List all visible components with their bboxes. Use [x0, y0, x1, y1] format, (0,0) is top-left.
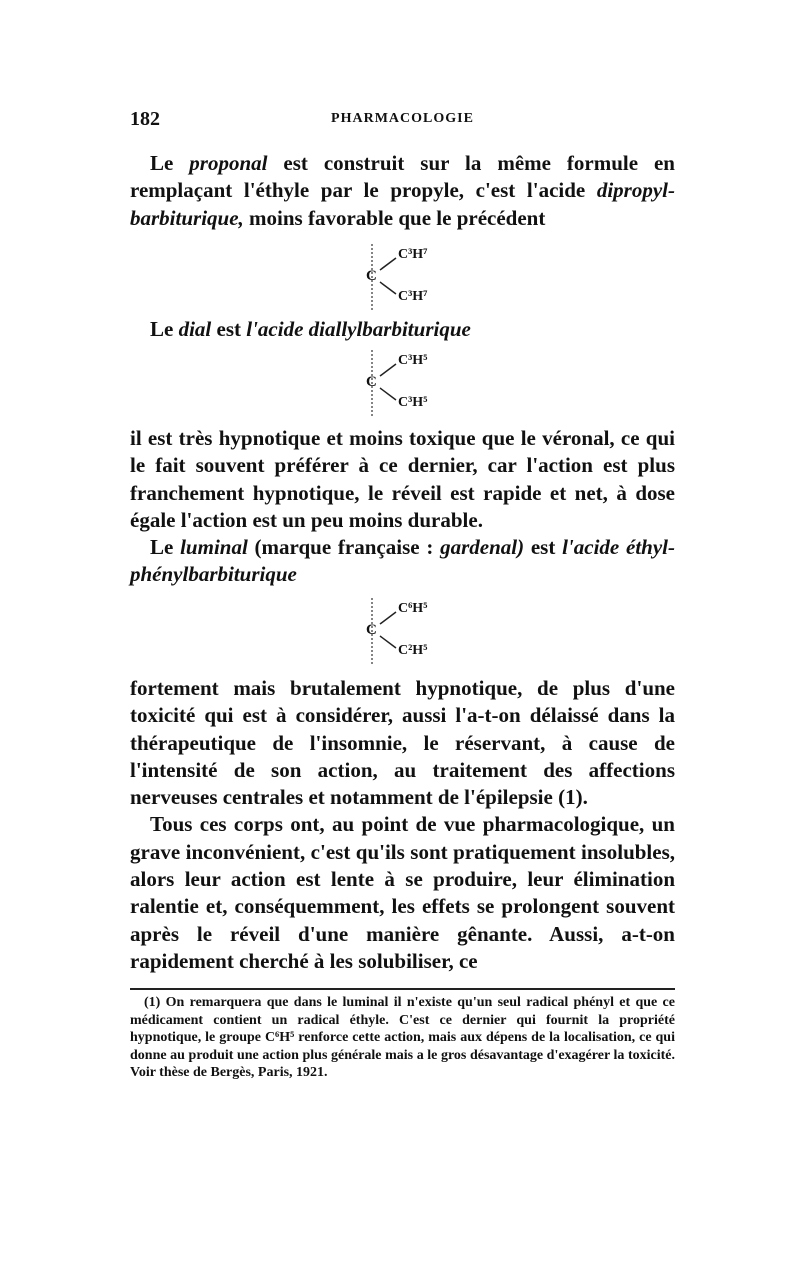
text-run: Le [150, 151, 190, 175]
carbon-atom: C [366, 268, 377, 284]
formula-dipropyl [360, 242, 480, 314]
running-title: PHARMACOLOGIE [331, 111, 474, 126]
formula-diallyl [360, 348, 480, 420]
text-run: Le [150, 535, 181, 560]
text-block: Tous ces corps ont, au point de vue pharmacologique, un grave inconvénient, c'est qu'ils sont pratiquement insolubles, alors leur action est lente à se produire, leur élimination ralentie et, conséquemment, les effets se prolongent souvent après le réveil d'une manière gênante. Aussi, a-t-on rapidement cherché à les solubiliser, ce [130, 812, 675, 973]
text-block: fortement mais brutalement hypnotique, de plus d'une toxicité qui est à considérer, aussi l'a-t-on délaissé dans la thérapeutique de l'insomnie, le réservant, à cause de l'intensité de son action, au traitement des affections nerveuses centrales et notamment de l'épilepsie (1). [130, 676, 675, 810]
italic-term: luminal [180, 535, 248, 560]
footnote-text: (1) On remarquera que dans le luminal il n'existe qu'un seul radical phényl et que ce médicament contient un radical éthyle. C'est ce dernier qui fournit la propriété hypnotique, le groupe C⁶H⁵ renforce cette action, mais aux dépens de la localisation, ce qui donne au produit une action plus générale mais a le gros désavantage d'exagérer la toxicité. Voir thèse de Bergès, Paris, 1921. [130, 995, 675, 1080]
text-run: moins favorable que le précédent [243, 205, 546, 230]
text-run: est [211, 317, 247, 341]
text-run: Le [150, 317, 179, 341]
text-run: (marque française : [247, 535, 441, 560]
italic-term: gardenal) [440, 535, 525, 560]
italic-term: proponal [189, 151, 268, 175]
italic-term: l'acide éthyl-phénylbarbiturique [130, 535, 675, 587]
footnote-rule [130, 988, 675, 990]
radical-bottom: C²H⁵ [398, 643, 428, 658]
text-run: est [524, 535, 563, 560]
text-run: est construit sur la même formule en remplaçant l'éthyle par le propyle, c'est l'acide [130, 151, 675, 203]
radical-top: C³H⁵ [398, 353, 428, 368]
carbon-atom: C [366, 374, 377, 390]
paragraph-main [130, 675, 675, 975]
paragraph-luminal [130, 425, 675, 589]
page-header [130, 108, 675, 138]
radical-bottom: C³H⁵ [398, 395, 428, 410]
italic-term: dial [178, 317, 212, 341]
paragraph-proponal [130, 150, 675, 232]
radical-top: C³H⁷ [398, 247, 428, 262]
radical-bottom: C³H⁷ [398, 289, 428, 304]
italic-term: l'acide diallylbarbiturique [246, 317, 471, 341]
italic-term: dipropyl-barbiturique, [130, 178, 675, 230]
text-block: il est très hypnotique et moins toxique que le véronal, ce qui le fait souvent préférer à ce dernier, car l'action est plus franchement hypnotique, le réveil est rapide et net, à dose égale l'action est un peu moins durable. [130, 426, 675, 532]
paragraph-dial [130, 316, 675, 343]
radical-top: C⁶H⁵ [398, 601, 428, 616]
page-number: 182 [130, 108, 160, 130]
formula-ethyl-phenyl [360, 596, 480, 668]
footnote [130, 994, 675, 1082]
carbon-atom: C [366, 622, 377, 638]
